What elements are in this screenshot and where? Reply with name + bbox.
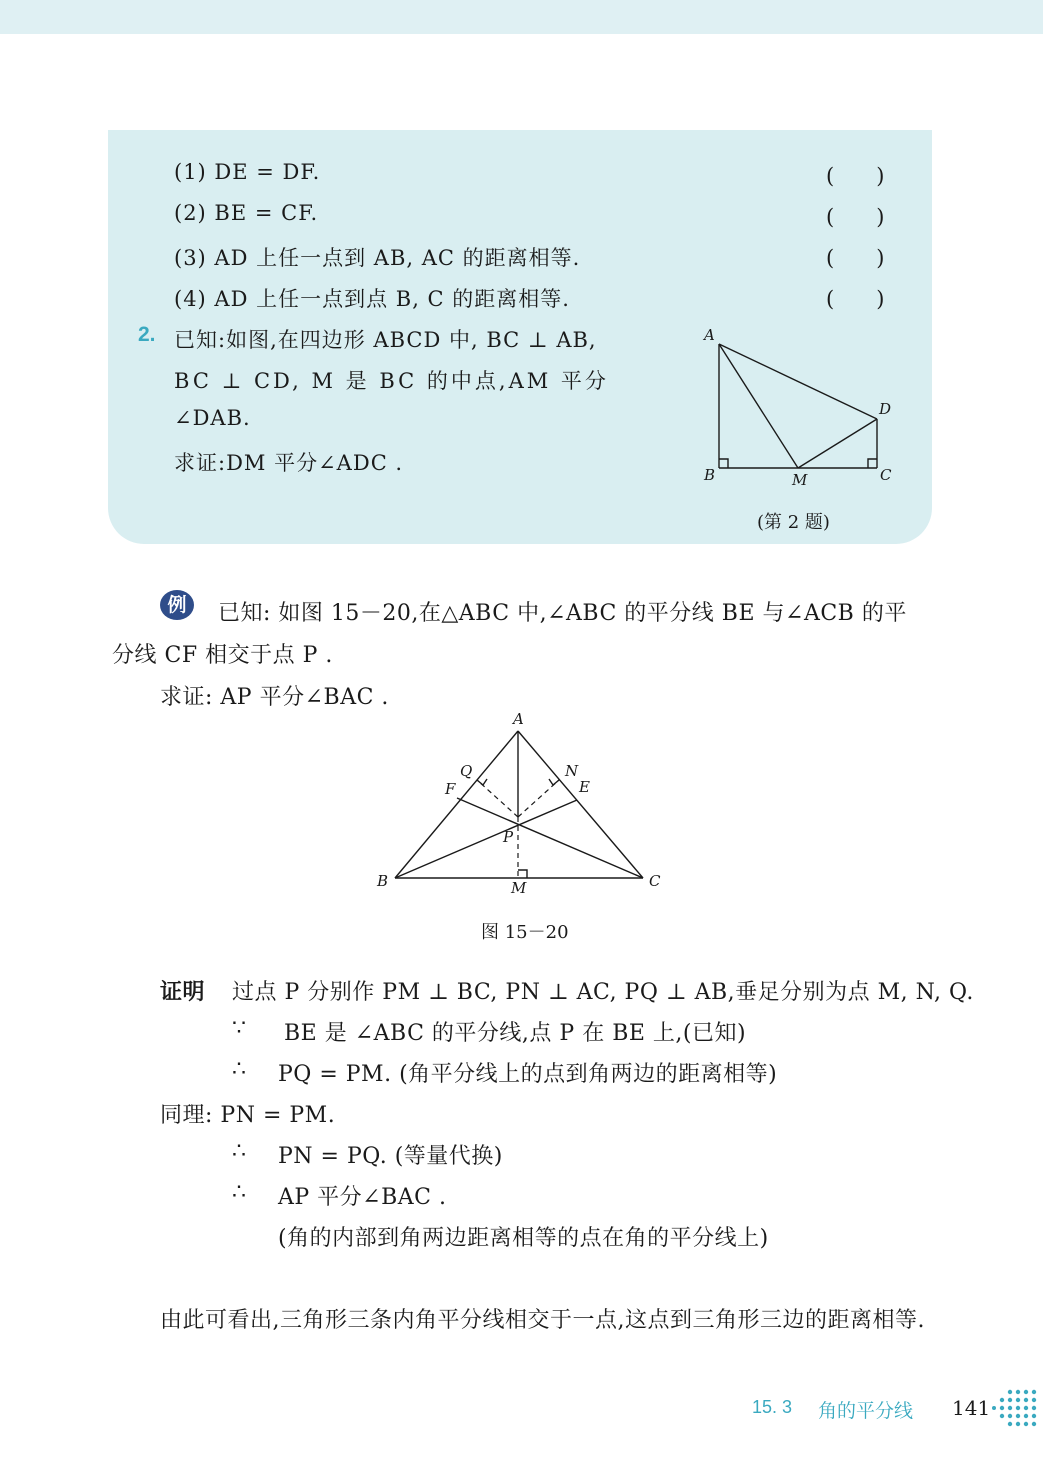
exercise-item-1: (1) DE = DF.: [174, 160, 321, 184]
exercise-item-3: (3) AD 上任一点到 AB, AC 的距离相等.: [174, 246, 581, 270]
proof-line-3: PQ = PM. (角平分线上的点到角两边的距离相等): [278, 1062, 778, 1087]
perpendicular-pn: [518, 780, 559, 817]
label-e: E: [579, 778, 590, 796]
side-ab: [395, 731, 518, 878]
answer-blank-3: ( ): [826, 246, 885, 270]
label-n: N: [565, 762, 579, 780]
example-badge: 例: [160, 590, 194, 620]
proof-line-6: AP 平分∠BAC .: [278, 1185, 447, 1210]
answer-blank-4: ( ): [826, 287, 885, 311]
exercise-item-4: (4) AD 上任一点到点 B, C 的距离相等.: [174, 287, 570, 311]
example-line-1: 已知: 如图 15－20,在△ABC 中,∠ABC 的平分线 BE 与∠ACB 的平: [218, 601, 907, 626]
question-2-number: 2.: [138, 323, 156, 346]
label-b: B: [704, 466, 716, 484]
therefore-symbol-2: ∴: [232, 1139, 247, 1164]
proof-line-2: BE 是 ∠ABC 的平分线,点 P 在 BE 上,(已知): [284, 1021, 747, 1046]
footer-section-title: 角的平分线: [818, 1400, 914, 1422]
conclusion-text: 由此可看出,三角形三条内角平分线相交于一点,这点到三角形三边的距离相等.: [160, 1308, 925, 1333]
label-q: Q: [460, 762, 473, 780]
right-angle-m: [518, 870, 527, 878]
right-angle-b: [719, 459, 728, 468]
page-number: 141: [952, 1396, 991, 1420]
label-m: M: [511, 879, 527, 897]
label-b: B: [377, 872, 389, 890]
example-line-2: 分线 CF 相交于点 P .: [112, 643, 333, 668]
label-c: C: [649, 872, 661, 890]
label-a: A: [704, 326, 715, 344]
segment-dm: [798, 419, 877, 468]
decorative-dots-icon: [990, 1388, 1040, 1428]
figure-caption: 图 15－20: [481, 922, 569, 943]
question-2-caption: (第 2 题): [757, 512, 830, 533]
proof-line-4: 同理: PN = PM.: [160, 1103, 336, 1128]
question-2-line-1: 已知:如图,在四边形 ABCD 中, BC ⊥ AB,: [174, 328, 597, 352]
answer-blank-1: ( ): [826, 164, 885, 188]
therefore-symbol-1: ∴: [232, 1057, 247, 1082]
bisector-cf: [457, 798, 643, 878]
question-2-line-2: BC ⊥ CD, M 是 BC 的中点,AM 平分: [174, 369, 609, 393]
answer-blank-2: ( ): [826, 205, 885, 229]
label-f: F: [445, 780, 456, 798]
label-p: P: [503, 828, 514, 846]
top-header-band: [0, 0, 1043, 34]
therefore-symbol-3: ∴: [232, 1180, 247, 1205]
perpendicular-pq: [477, 780, 518, 817]
quadrilateral-figure: [690, 320, 910, 500]
proof-line-1: 过点 P 分别作 PM ⊥ BC, PN ⊥ AC, PQ ⊥ AB,垂足分别为点 M, N, Q.: [232, 980, 974, 1005]
proof-line-7: (角的内部到角两边距离相等的点在角的平分线上): [278, 1226, 769, 1251]
because-symbol: ∵: [232, 1016, 247, 1041]
label-c: C: [880, 466, 892, 484]
exercise-item-2: (2) BE = CF.: [174, 201, 319, 225]
triangle-figure: [370, 708, 670, 898]
question-2-line-3: ∠DAB.: [174, 406, 251, 430]
label-d: D: [879, 400, 892, 418]
side-ac: [518, 731, 643, 878]
proof-heading: 证明: [160, 980, 206, 1005]
question-2-line-4: 求证:DM 平分∠ADC .: [174, 451, 404, 475]
footer-section-number: 15. 3: [752, 1397, 793, 1417]
proof-line-5: PN = PQ. (等量代换): [278, 1144, 503, 1169]
right-angle-c: [868, 459, 877, 468]
bisector-be: [395, 800, 577, 878]
label-m: M: [792, 471, 808, 489]
example-line-3: 求证: AP 平分∠BAC .: [160, 685, 389, 710]
label-a: A: [513, 710, 524, 728]
